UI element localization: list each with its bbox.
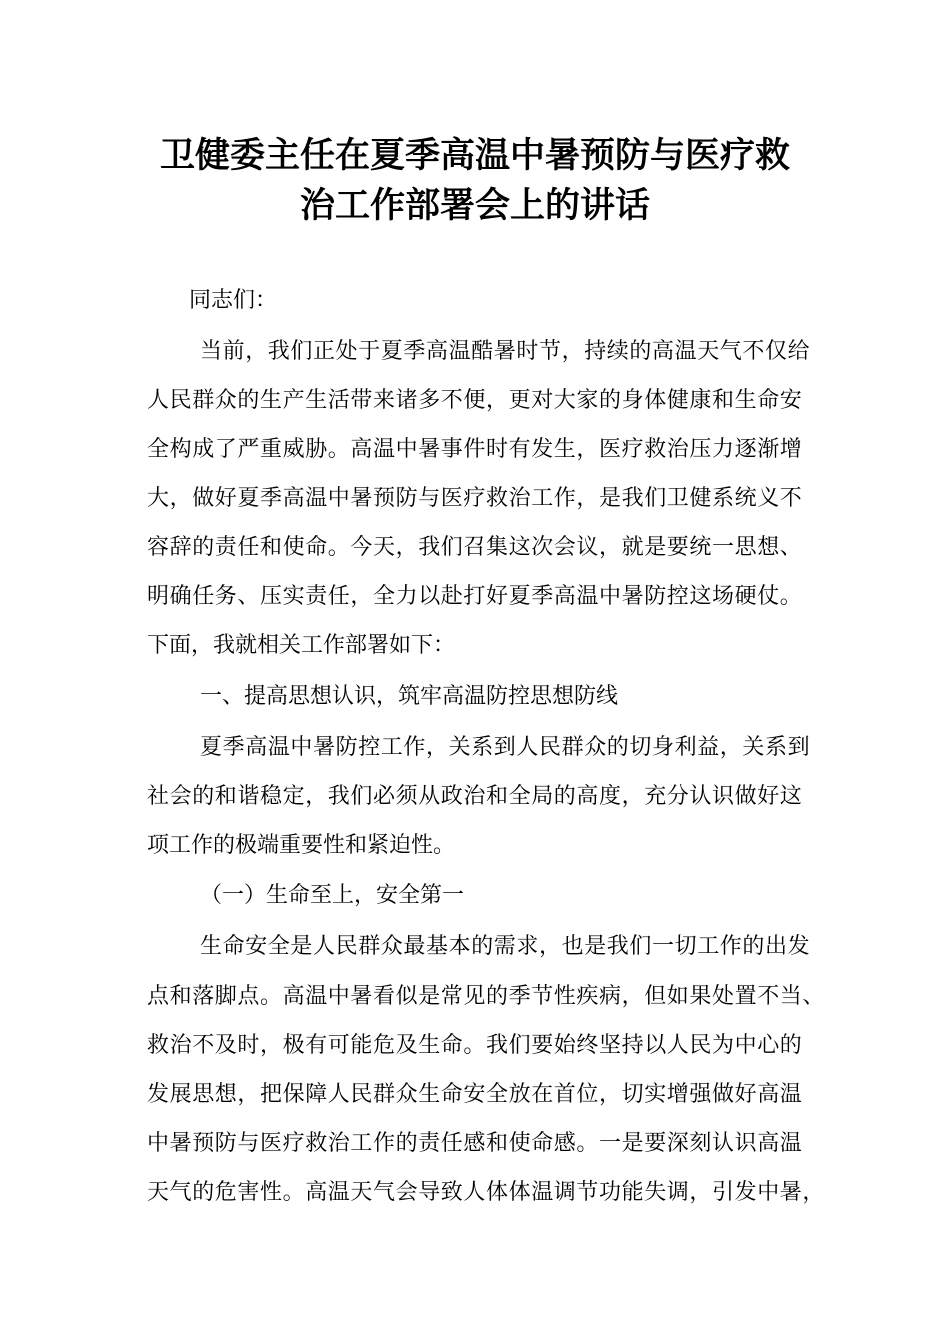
paragraph-line: 容辞的责任和使命。今天，我们召集这次会议，就是要统一思想、 (147, 535, 803, 560)
document-title-line-1: 卫健委主任在夏季高温中暑预防与医疗救 (159, 136, 790, 176)
subsection-heading: （一）生命至上，安全第一 (200, 883, 465, 908)
document-title-line-2: 治工作部署会上的讲话 (299, 186, 650, 226)
paragraph-line: 人民群众的生产生活带来诸多不便，更对大家的身体健康和生命安 (147, 388, 803, 413)
paragraph-line: 大，做好夏季高温中暑预防与医疗救治工作，是我们卫健系统义不 (147, 486, 803, 511)
salutation: 同志们： (189, 288, 278, 313)
paragraph-line: 天气的危害性。高温天气会导致人体体温调节功能失调，引发中暑， (147, 1180, 826, 1205)
paragraph-line: 明确任务、压实责任，全力以赴打好夏季高温中暑防控这场硬仗。 (147, 584, 803, 609)
paragraph-line: 夏季高温中暑防控工作，关系到人民群众的切身利益，关系到 (200, 735, 811, 760)
paragraph-line: 点和落脚点。高温中暑看似是常见的季节性疾病，但如果处置不当、 (147, 984, 826, 1009)
paragraph-line: 发展思想，把保障人民群众生命安全放在首位，切实增强做好高温 (147, 1082, 803, 1107)
paragraph-line: 下面，我就相关工作部署如下： (147, 633, 456, 658)
paragraph-line: 当前，我们正处于夏季高温酷暑时节，持续的高温天气不仅给 (200, 339, 811, 364)
paragraph-line: 项工作的极端重要性和紧迫性。 (147, 833, 456, 858)
paragraph-line: 全构成了严重威胁。高温中暑事件时有发生，医疗救治压力逐渐增 (147, 437, 803, 462)
paragraph-line: 中暑预防与医疗救治工作的责任感和使命感。一是要深刻认识高温 (147, 1131, 803, 1156)
paragraph-line: 社会的和谐稳定，我们必须从政治和全局的高度，充分认识做好这 (147, 784, 803, 809)
paragraph-line: 生命安全是人民群众最基本的需求，也是我们一切工作的出发 (200, 934, 811, 959)
paragraph-line: 救治不及时，极有可能危及生命。我们要始终坚持以人民为中心的 (147, 1033, 803, 1058)
section-heading: 一、提高思想认识，筑牢高温防控思想防线 (200, 684, 619, 709)
